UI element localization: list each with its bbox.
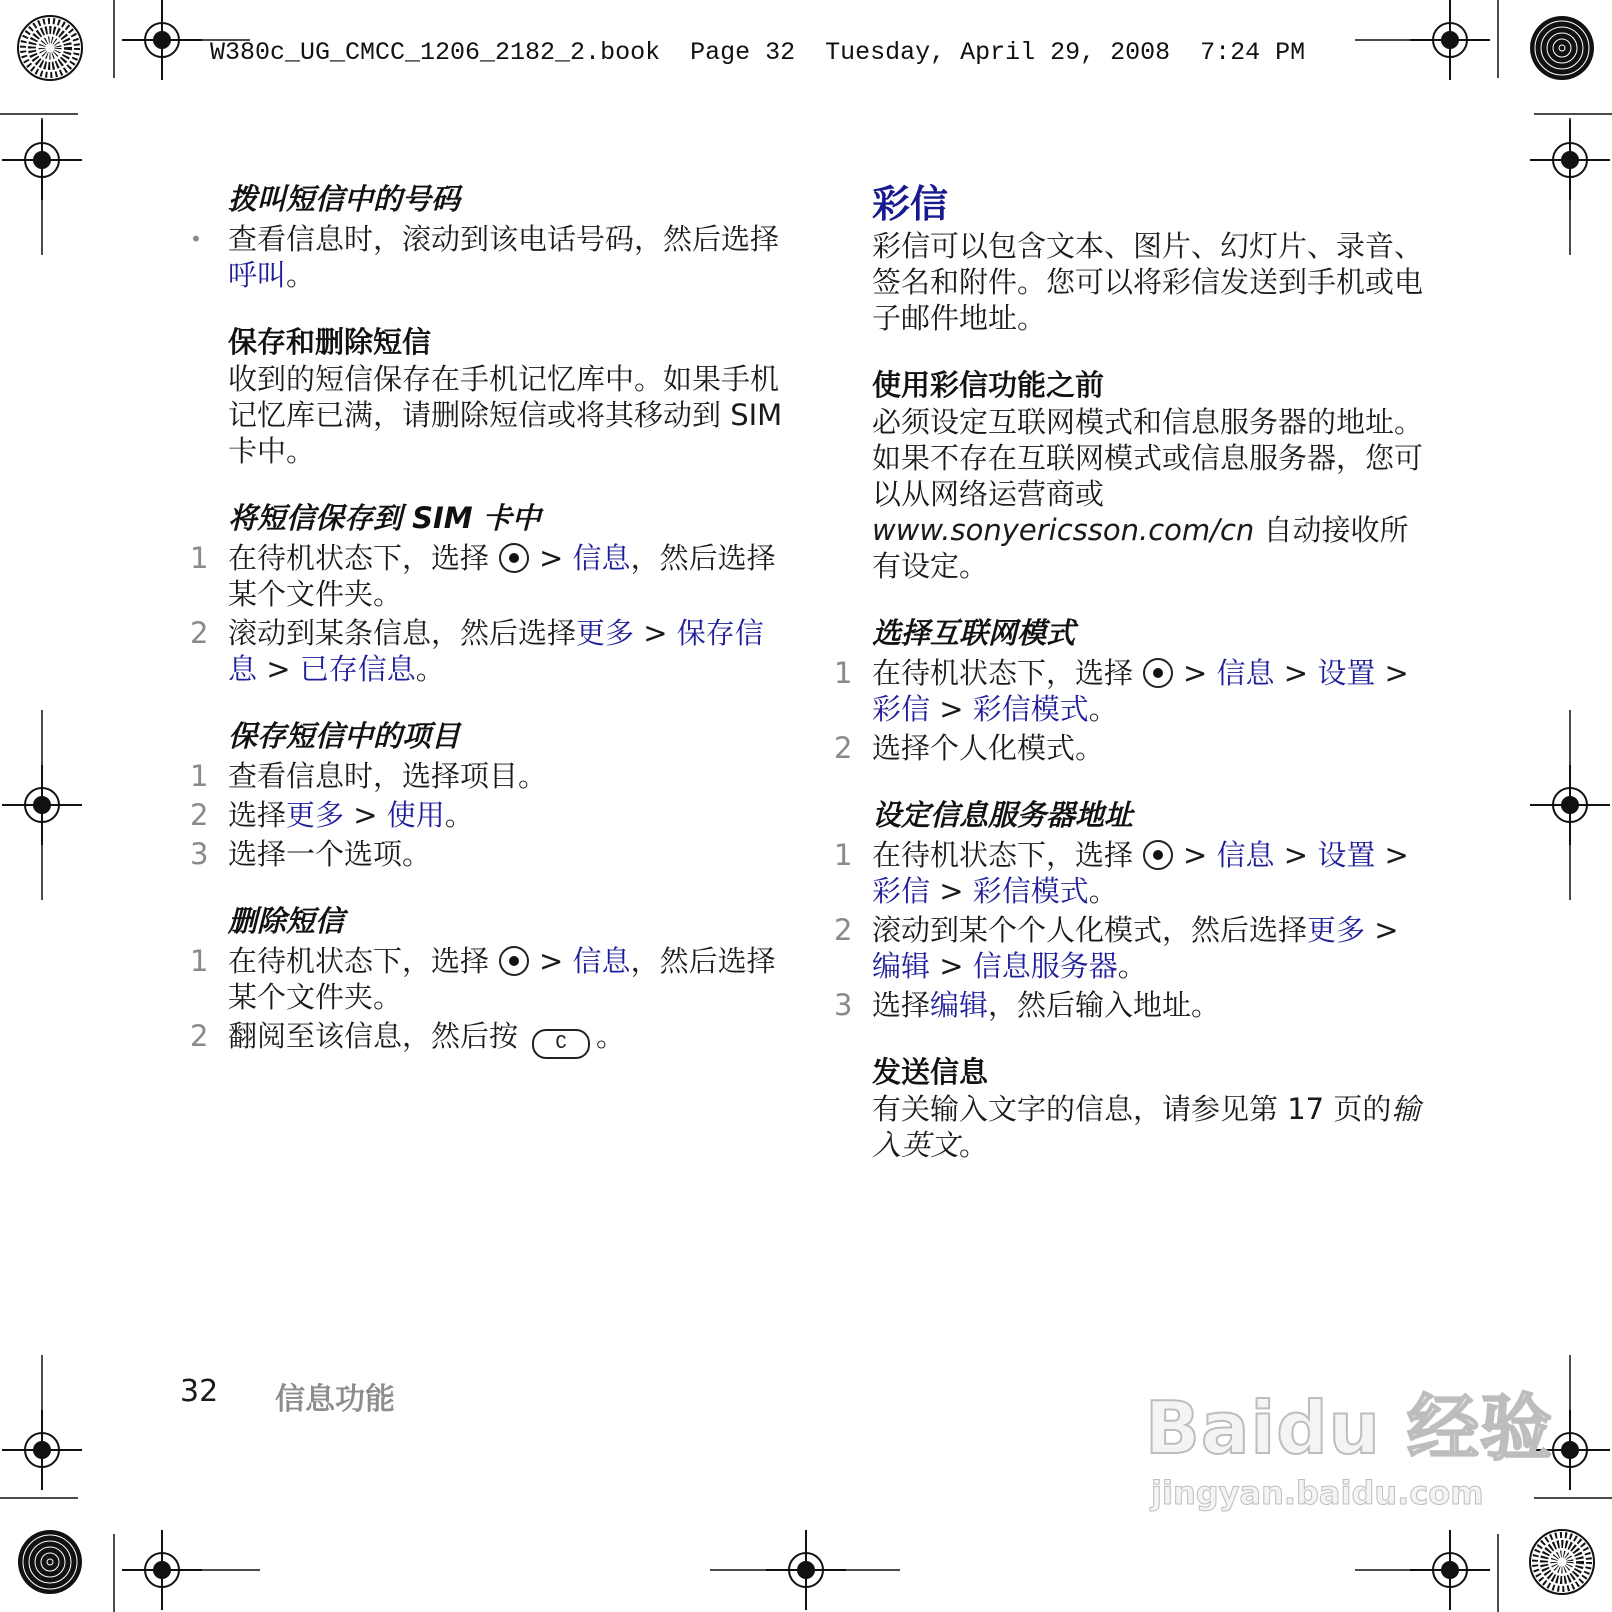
step-item — [834, 655, 1434, 727]
step-number: 2 — [190, 616, 209, 650]
step-text: 翻阅至该信息，然后按 — [228, 1019, 519, 1053]
right-column — [834, 180, 1434, 1193]
punct: 。 — [959, 1128, 989, 1162]
section-set-server-address — [834, 796, 1434, 1023]
body-text: 自动接收所有设定。 — [872, 513, 1409, 583]
step-text: ，然后输入地址。 — [988, 988, 1221, 1022]
step-text: 在待机状态下，选择 — [228, 944, 490, 978]
punct: 。 — [415, 652, 445, 686]
step-item — [190, 1018, 790, 1059]
separator: > — [1274, 838, 1318, 872]
punct: 。 — [444, 798, 474, 832]
step-text: 在待机状态下，选择 — [872, 656, 1134, 690]
step-text: 在待机状态下，选择 — [872, 838, 1134, 872]
section-body: 收到的短信保存在手机记忆库中。如果手机记忆库已满，请删除短信或将其移动到 SIM 卡中。 — [228, 362, 783, 468]
section-select-internet-profile — [834, 614, 1434, 766]
separator: > — [1375, 656, 1409, 690]
section-heading: 将短信保存到 SIM 卡中 — [228, 501, 541, 535]
menu-link-edit[interactable]: 编辑 — [930, 988, 989, 1022]
center-key-icon — [499, 946, 529, 976]
menu-link-mms[interactable]: 彩信 — [872, 874, 931, 908]
menu-link-saved-messages[interactable]: 已存信息 — [299, 652, 416, 686]
cross-reference: 输入英文 — [872, 1092, 1421, 1162]
chapter-title: 信息功能 — [275, 1382, 395, 1417]
menu-link-messaging[interactable]: 信息 — [1216, 656, 1275, 690]
menu-link-settings[interactable]: 设置 — [1317, 656, 1376, 690]
menu-link-call[interactable]: 呼叫 — [228, 258, 287, 292]
section-delete-sms — [190, 902, 790, 1059]
baidu-watermark — [1145, 1370, 1553, 1512]
separator: > — [1183, 656, 1217, 690]
section-heading: 保存短信中的项目 — [228, 719, 461, 753]
section-body: 彩信可以包含文本、图片、幻灯片、录音、签名和附件。您可以将彩信发送到手机或电子邮件地址。 — [872, 229, 1424, 335]
section-heading: 发送信息 — [872, 1055, 989, 1089]
menu-link-mms-profile[interactable]: 彩信模式 — [972, 874, 1089, 908]
punct: 。 — [286, 258, 316, 292]
step-text: 选择 — [228, 798, 287, 832]
separator: > — [930, 949, 973, 983]
menu-link-messaging[interactable]: 信息 — [572, 541, 631, 575]
step-number: 1 — [190, 944, 209, 978]
separator: > — [634, 616, 677, 650]
bullet-item — [190, 221, 790, 293]
section-mms — [834, 180, 1434, 336]
menu-link-save-message[interactable]: 保存信息 — [228, 616, 764, 686]
separator: > — [344, 798, 387, 832]
step-text: 查看信息时，选择项目。 — [228, 759, 548, 793]
center-key-icon — [1143, 658, 1173, 688]
print-header: W380c_UG_CMCC_1206_2182_2.book Page 32 Tuesday, April 29, 2008 7:24 PM — [210, 38, 1306, 67]
step-number: 3 — [190, 837, 209, 871]
step-number: 2 — [190, 798, 209, 832]
step-item — [190, 540, 790, 612]
section-body — [834, 404, 1434, 584]
menu-link-message-server[interactable]: 信息服务器 — [972, 949, 1118, 983]
separator: > — [930, 874, 973, 908]
page-number: 32 — [180, 1374, 219, 1409]
step-text: ，然后选择某个文件夹。 — [228, 541, 776, 611]
step-number: 1 — [190, 759, 209, 793]
section-heading: 设定信息服务器地址 — [872, 798, 1134, 832]
bullet-marker: • — [190, 227, 202, 251]
step-text: 选择 — [872, 988, 931, 1022]
punct: 。 — [596, 1019, 626, 1053]
section-dial-number — [190, 180, 790, 293]
menu-link-messaging[interactable]: 信息 — [1216, 838, 1275, 872]
step-number: 1 — [190, 541, 209, 575]
chapter-heading: 彩信 — [872, 182, 949, 226]
step-item — [834, 730, 1434, 766]
punct: 。 — [1117, 949, 1147, 983]
body-text: 必须设定互联网模式和信息服务器的地址。如果不存在互联网模式或信息服务器，您可以从网络运营商或 — [872, 405, 1424, 511]
center-key-icon — [499, 543, 529, 573]
menu-link-more[interactable]: 更多 — [286, 798, 345, 832]
step-text: ，然后选择某个文件夹。 — [228, 944, 776, 1014]
c-key-icon: C — [532, 1029, 590, 1059]
punct: 。 — [1088, 874, 1118, 908]
separator: > — [539, 944, 573, 978]
menu-link-settings[interactable]: 设置 — [1317, 838, 1376, 872]
menu-link-messaging[interactable]: 信息 — [572, 944, 631, 978]
punct: 。 — [1088, 692, 1118, 726]
step-text: 选择个人化模式。 — [872, 731, 1105, 765]
step-number: 1 — [834, 838, 853, 872]
section-heading: 拨叫短信中的号码 — [228, 182, 461, 216]
menu-link-mms[interactable]: 彩信 — [872, 692, 931, 726]
menu-link-more[interactable]: 更多 — [1307, 913, 1366, 947]
menu-link-mms-profile[interactable]: 彩信模式 — [972, 692, 1089, 726]
watermark-main: Baidu 经验 — [1145, 1386, 1554, 1470]
step-item — [190, 797, 790, 833]
section-heading: 选择互联网模式 — [872, 616, 1076, 650]
step-item — [834, 837, 1434, 909]
center-key-icon — [1143, 840, 1173, 870]
menu-link-more[interactable]: 更多 — [576, 616, 635, 650]
website-link[interactable]: www.sonyericsson.com/cn — [872, 513, 1255, 547]
separator: > — [1365, 913, 1399, 947]
separator: > — [1375, 838, 1409, 872]
separator: > — [257, 652, 300, 686]
step-text: 选择一个选项。 — [228, 837, 432, 871]
step-item — [190, 943, 790, 1015]
step-item — [190, 615, 790, 687]
menu-link-use[interactable]: 使用 — [386, 798, 445, 832]
step-item — [834, 987, 1434, 1023]
body-text: 有关输入文字的信息，请参见第 17 页的 — [872, 1092, 1392, 1126]
section-save-to-sim — [190, 499, 790, 687]
separator: > — [1183, 838, 1217, 872]
menu-link-edit[interactable]: 编辑 — [872, 949, 931, 983]
step-number: 2 — [190, 1019, 209, 1053]
step-item — [190, 758, 790, 794]
section-heading: 使用彩信功能之前 — [872, 368, 1105, 402]
section-save-delete — [190, 323, 790, 469]
section-save-items — [190, 717, 790, 872]
step-text: 滚动到某个个人化模式，然后选择 — [872, 913, 1308, 947]
step-number: 2 — [834, 731, 853, 765]
step-item — [190, 836, 790, 872]
section-heading: 删除短信 — [228, 904, 345, 938]
step-text: 滚动到某条信息，然后选择 — [228, 616, 577, 650]
section-before-mms — [834, 366, 1434, 584]
separator: > — [930, 692, 973, 726]
watermark-sub: jingyan.baidu.com — [1151, 1474, 1484, 1512]
item-text: 查看信息时，滚动到该电话号码，然后选择 — [228, 222, 780, 256]
separator: > — [1274, 656, 1318, 690]
separator: > — [539, 541, 573, 575]
step-number: 2 — [834, 913, 853, 947]
section-send-message — [834, 1053, 1434, 1163]
section-body — [834, 1091, 1434, 1163]
step-text: 在待机状态下，选择 — [228, 541, 490, 575]
step-number: 1 — [834, 656, 853, 690]
section-heading: 保存和删除短信 — [228, 325, 432, 359]
left-column — [190, 180, 790, 1089]
step-item — [834, 912, 1434, 984]
step-number: 3 — [834, 988, 853, 1022]
